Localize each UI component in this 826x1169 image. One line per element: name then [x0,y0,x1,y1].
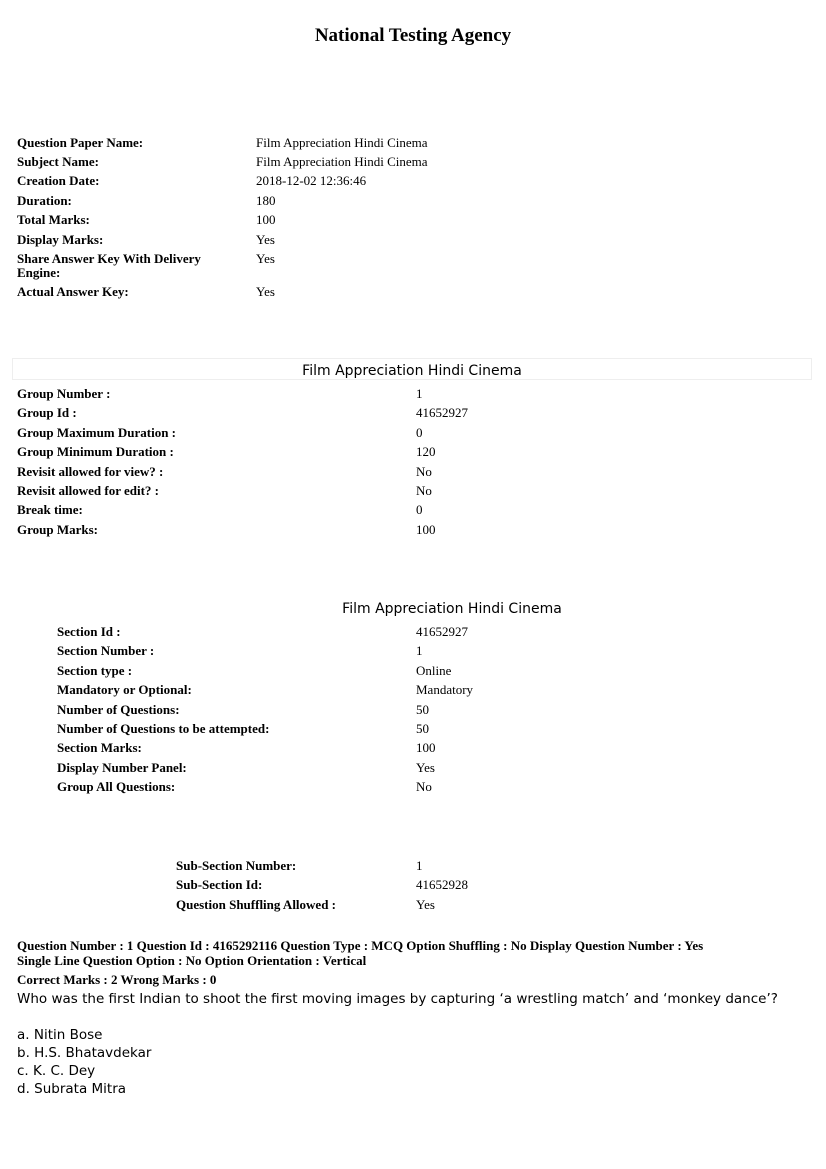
creation-date-value: 2018-12-02 12:36:46 [256,173,367,189]
question-shuffling-label: Question Shuffling Allowed : [176,896,337,912]
questions-to-attempt-value: 50 [416,721,429,737]
paper-name-label: Question Paper Name: [17,134,144,150]
group-min-duration-value: 120 [416,444,436,460]
section-type-value: Online [416,662,452,678]
group-info-row [17,403,468,422]
subsection-id-label: Sub-Section Id: [176,877,263,893]
number-of-questions-label: Number of Questions: [57,701,180,717]
group-info-table [17,384,468,539]
section-info-table [57,622,473,797]
group-info-row [17,442,468,461]
revisit-view-value: No [416,463,432,479]
paper-info-row [17,133,428,152]
question-meta [17,938,817,987]
group-info-row [17,462,468,481]
group-info-row [17,500,468,519]
subsection-id-value: 41652928 [416,877,468,893]
revisit-edit-label: Revisit allowed for edit? : [17,483,160,499]
questions-to-attempt-label: Number of Questions to be attempted: [57,721,270,737]
paper-info-table [17,133,428,302]
group-band-title: Film Appreciation Hindi Cinema [12,358,812,380]
mandatory-optional-value: Mandatory [416,682,474,698]
question-meta-line: Question Number : 1 Question Id : 4165292116 Question Type : MCQ Option Shuffling : No Display Question Number : Yes [17,938,704,953]
section-marks-label: Section Marks: [57,740,142,756]
group-info-row [17,520,468,539]
section-info-row [57,777,473,796]
section-info-row [57,758,473,777]
creation-date-label: Creation Date: [17,173,100,189]
section-info-row [57,641,473,660]
section-marks-value: 100 [416,740,436,756]
option-list [17,1026,151,1098]
group-max-duration-value: 0 [416,424,423,440]
display-number-panel-label: Display Number Panel: [57,759,187,775]
paper-info-row [17,249,428,282]
option-b: b. H.S. Bhatavdekar [17,1045,152,1061]
group-number-value: 1 [416,386,423,401]
duration-label: Duration: [17,192,72,208]
group-min-duration-label: Group Minimum Duration : [17,444,174,460]
subsection-info-row [176,895,468,914]
section-type-label: Section type : [57,662,133,678]
revisit-edit-value: No [416,483,432,499]
section-info-row [57,719,473,738]
section-number-value: 1 [416,643,423,659]
section-info-row [57,622,473,641]
paper-info-row [17,230,428,249]
group-number-label: Group Number : [17,386,111,401]
section-info-row [57,680,473,699]
question-marks-line: Correct Marks : 2 Wrong Marks : 0 [17,972,217,987]
actual-answer-key-value: Yes [256,284,275,300]
paper-info-row [17,152,428,171]
subsection-number-label: Sub-Section Number: [176,858,297,873]
subject-name-label: Subject Name: [17,154,99,170]
question-shuffling-value: Yes [416,896,435,912]
duration-value: 180 [256,192,276,208]
paper-info-row [17,283,428,302]
revisit-view-label: Revisit allowed for view? : [17,463,164,479]
group-info-row [17,423,468,442]
subsection-info-row [176,875,468,894]
option-c: c. K. C. Dey [17,1063,96,1079]
share-answer-key-value: Yes [256,250,275,266]
number-of-questions-value: 50 [416,701,429,717]
option-a: a. Nitin Bose [17,1027,103,1043]
subsection-info-row [176,856,468,875]
mandatory-optional-label: Mandatory or Optional: [57,682,192,698]
break-time-label: Break time: [17,502,83,518]
paper-info-row [17,191,428,210]
option-d: d. Subrata Mitra [17,1081,127,1097]
display-marks-value: Yes [256,231,275,247]
actual-answer-key-label: Actual Answer Key: [17,284,129,300]
break-time-value: 0 [416,502,423,518]
group-info-row [17,384,468,403]
section-info-row [57,661,473,680]
subsection-info-table [176,856,468,914]
paper-info-row [17,211,428,230]
section-id-label: Section Id : [57,624,121,639]
section-band-title: Film Appreciation Hindi Cinema [342,601,562,617]
group-id-label: Group Id : [17,405,77,421]
group-max-duration-label: Group Maximum Duration : [17,424,177,440]
group-marks-value: 100 [416,521,436,537]
share-answer-key-label: Share Answer Key With Delivery Engine: [17,250,201,280]
group-all-questions-label: Group All Questions: [57,779,176,795]
question-option-line: Single Line Question Option : No Option Orientation : Vertical [17,953,367,968]
section-id-value: 41652927 [416,624,468,639]
paper-info-row [17,172,428,191]
paper-name-value: Film Appreciation Hindi Cinema [256,134,428,150]
page-title: National Testing Agency [314,25,512,46]
section-number-label: Section Number : [57,643,155,659]
question-text: Who was the first Indian to shoot the first moving images by capturing ‘a wrestling match’ and ‘monkey dance’? [17,991,778,1007]
display-marks-label: Display Marks: [17,231,104,247]
total-marks-label: Total Marks: [17,212,90,228]
group-info-row [17,481,468,500]
group-marks-label: Group Marks: [17,521,99,537]
section-info-row [57,700,473,719]
group-all-questions-value: No [416,779,432,795]
subject-name-value: Film Appreciation Hindi Cinema [256,154,428,170]
section-info-row [57,738,473,757]
total-marks-value: 100 [256,212,276,228]
display-number-panel-value: Yes [416,759,435,775]
group-id-value: 41652927 [416,405,468,421]
subsection-number-value: 1 [416,858,423,873]
